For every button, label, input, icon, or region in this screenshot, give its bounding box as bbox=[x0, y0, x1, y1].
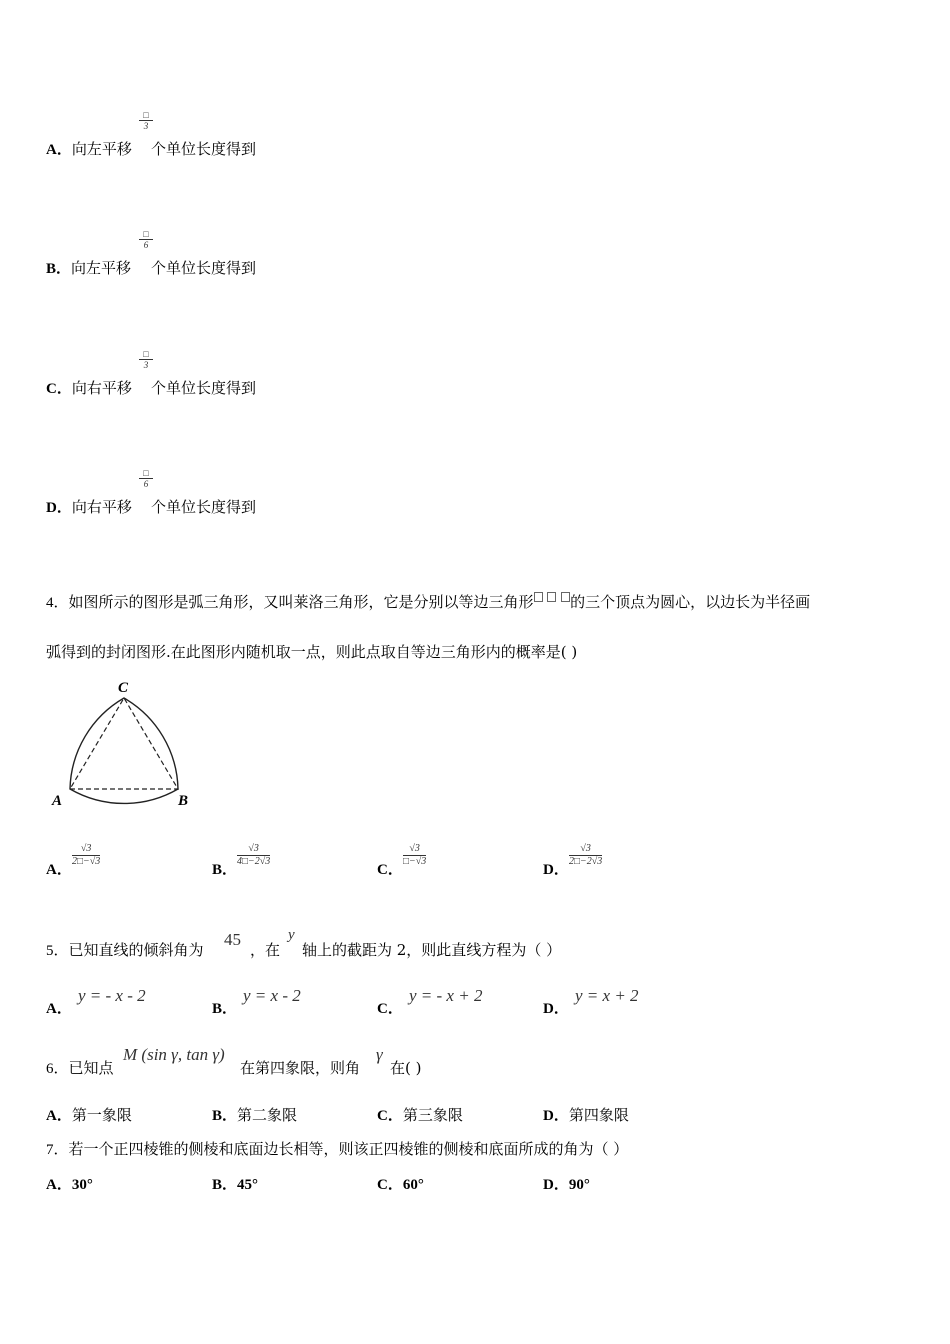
q6-option-b[interactable] bbox=[212, 1106, 297, 1125]
option-label: A． bbox=[46, 1108, 72, 1124]
option-label: D． bbox=[543, 1177, 569, 1193]
option-text: 个单位长度得到 bbox=[151, 259, 257, 277]
q7-option-c[interactable] bbox=[377, 1175, 424, 1194]
question-text: 的三个顶点为圆心，以边长为半径画 bbox=[570, 593, 811, 611]
vertex-label-b: B bbox=[178, 793, 189, 809]
q6-option-a[interactable] bbox=[46, 1106, 132, 1125]
option-text: 90° bbox=[568, 1177, 590, 1193]
reuleaux-triangle-figure bbox=[46, 676, 206, 811]
option-expression: y = - x + 2 bbox=[409, 986, 483, 1005]
placeholder-boxes bbox=[534, 587, 571, 605]
option-label: C． bbox=[377, 1177, 403, 1193]
question-text: 轴上的截距为 2，则此直线方程为（ ） bbox=[302, 941, 562, 959]
q6-option-c[interactable] bbox=[377, 1106, 463, 1125]
q7-option-a[interactable] bbox=[46, 1175, 93, 1194]
fraction: □ 3 bbox=[139, 349, 153, 370]
question-number: 5． bbox=[46, 943, 69, 959]
option-expression: y = x - 2 bbox=[243, 986, 301, 1005]
question-text: 若一个正四棱锥的侧棱和底面边长相等，则该正四棱锥的侧棱和底面所成的角为（ ） bbox=[68, 1140, 629, 1158]
option-text: 第三象限 bbox=[402, 1106, 463, 1124]
option-fraction: $\frac{√3}{□-√3}$ bbox=[403, 843, 427, 867]
question-text: ，在 bbox=[250, 941, 281, 959]
angle-symbol: γ bbox=[376, 1045, 383, 1064]
q7-option-d[interactable] bbox=[543, 1175, 590, 1194]
option-text: 向右平移 bbox=[71, 379, 132, 397]
point-expression: M (sin γ, tan γ) bbox=[123, 1045, 225, 1064]
option-label: B． bbox=[212, 1108, 238, 1124]
question-number: 7． bbox=[46, 1142, 69, 1158]
option-label: B． bbox=[212, 862, 238, 878]
option-label: B． bbox=[212, 1177, 238, 1193]
option-text: 向右平移 bbox=[71, 498, 132, 516]
option-label: A． bbox=[46, 1177, 72, 1193]
question-number: 4． bbox=[46, 595, 69, 611]
option-label: A． bbox=[46, 862, 72, 878]
question-text: 在第四象限，则角 bbox=[240, 1059, 361, 1077]
option-label: D． bbox=[543, 1001, 569, 1017]
option-fraction: $\frac{√3}{4□-2√3}$ bbox=[237, 843, 271, 867]
option-text: 45° bbox=[237, 1177, 259, 1193]
option-label: D． bbox=[543, 862, 569, 878]
fraction: □ 6 bbox=[139, 468, 153, 489]
question-number: 6． bbox=[46, 1061, 69, 1077]
option-text: 个单位长度得到 bbox=[151, 498, 257, 516]
option-text: 第四象限 bbox=[568, 1106, 629, 1124]
option-label: A． bbox=[46, 142, 72, 158]
vertex-label-a: A bbox=[52, 793, 63, 809]
question-text: 已知点 bbox=[68, 1059, 114, 1077]
option-text: 第一象限 bbox=[71, 1106, 132, 1124]
q6-option-d[interactable] bbox=[543, 1106, 629, 1125]
option-label: C． bbox=[46, 381, 72, 397]
option-text: 30° bbox=[71, 1177, 93, 1193]
fraction: □ 6 bbox=[139, 229, 153, 250]
angle-value: 45 bbox=[224, 930, 241, 949]
option-label: C． bbox=[377, 1001, 403, 1017]
q7-option-b[interactable] bbox=[212, 1175, 258, 1194]
option-expression: y = x + 2 bbox=[575, 986, 639, 1005]
option-expression: y = - x - 2 bbox=[78, 986, 146, 1005]
question-text: 在( ) bbox=[390, 1059, 422, 1077]
option-label: B． bbox=[46, 261, 72, 277]
option-text: 个单位长度得到 bbox=[151, 379, 257, 397]
option-text: 60° bbox=[402, 1177, 424, 1193]
vertex-label-c: C bbox=[118, 680, 129, 696]
option-label: D． bbox=[46, 500, 72, 516]
fraction: □ 3 bbox=[139, 110, 153, 131]
question-text: 已知直线的倾斜角为 bbox=[68, 941, 204, 959]
option-text: 向左平移 bbox=[71, 259, 132, 277]
option-label: B． bbox=[212, 1001, 238, 1017]
option-text: 个单位长度得到 bbox=[151, 140, 257, 158]
option-fraction: $\frac{√3}{2□-2√3}$ bbox=[569, 843, 603, 867]
option-text: 向左平移 bbox=[71, 140, 132, 158]
option-label: A． bbox=[46, 1001, 72, 1017]
question-text: 弧得到的封闭图形.在此图形内随机取一点，则此点取自等边三角形内的概率是( ) bbox=[46, 643, 578, 661]
question-text: 如图所示的图形是弧三角形，又叫莱洛三角形，它是分别以等边三角形 bbox=[68, 593, 534, 611]
option-fraction: $\frac{√3}{2□-√3}$ bbox=[72, 843, 101, 867]
axis-symbol: y bbox=[288, 927, 295, 943]
option-label: C． bbox=[377, 1108, 403, 1124]
option-text: 第二象限 bbox=[237, 1106, 298, 1124]
option-label: C． bbox=[377, 862, 403, 878]
option-label: D． bbox=[543, 1108, 569, 1124]
